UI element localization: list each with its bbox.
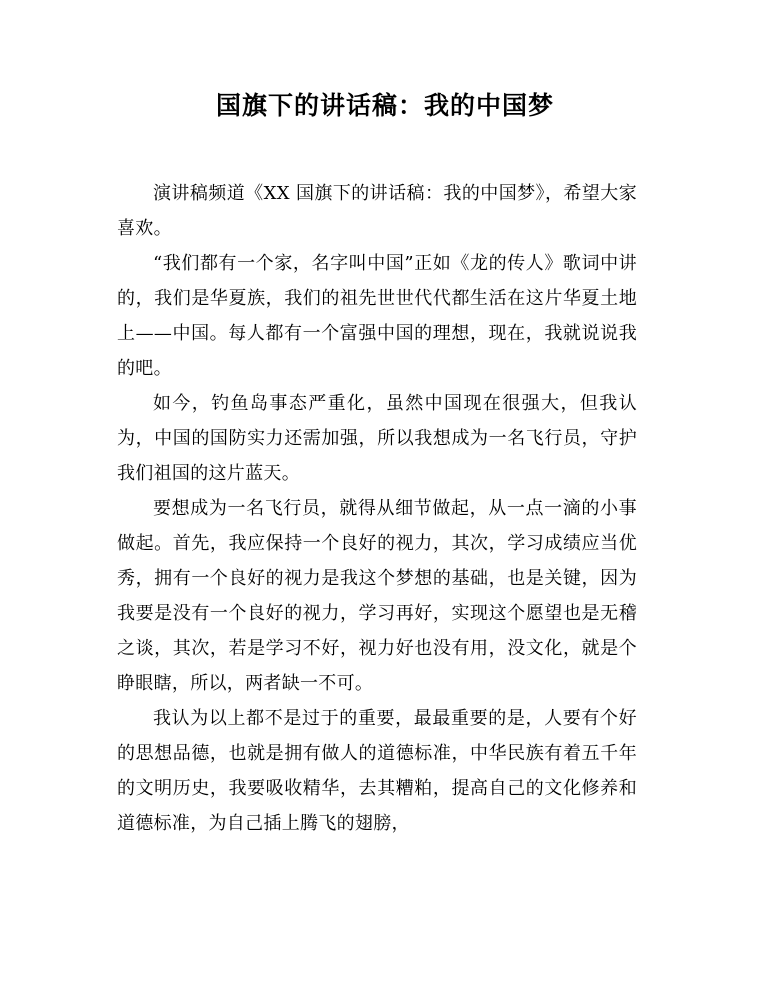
paragraph-details: 要想成为一名飞行员，就得从细节做起，从一点一滴的小事做起。首先，我应保持一个良好的视力，其次，学习成绩应当优秀，拥有一个良好的视力是我这个梦想的基础，也是关键，因为我要是没有一个良好的视力，学习再好，实现这个愿望也是无稽之谈，其次，若是学习不好，视力好也没有用，没文化，就是个睁眼瞎，所以，两者缺一不可。 [117,498,637,694]
document-body [117,176,637,841]
paragraph-intro: 演讲稿频道《XX 国旗下的讲话稿：我的中国梦》，希望大家喜欢。 [117,183,637,239]
paragraph-morality: 我认为以上都不是过于的重要，最最重要的是，人要有个好的思想品德，也就是拥有做人的道德标准，中华民族有着五千年的文明历史，我要吸收精华，去其糟粕，提高自己的文化修养和道德标准，为自己插上腾飞的翅膀， [117,708,637,834]
page-title: 国旗下的讲话稿：我的中国梦 [215,91,554,120]
paragraph-pilot-dream: 如今，钓鱼岛事态严重化，虽然中国现在很强大，但我认为，中国的国防实力还需加强，所以我想成为一名飞行员，守护我们祖国的这片蓝天。 [117,393,637,484]
paragraph-family: “我们都有一个家，名字叫中国”正如《龙的传人》歌词中讲的，我们是华夏族，我们的祖先世世代代都生活在这片华夏土地上——中国。每人都有一个富强中国的理想，现在，我就说说我的吧。 [117,253,637,379]
